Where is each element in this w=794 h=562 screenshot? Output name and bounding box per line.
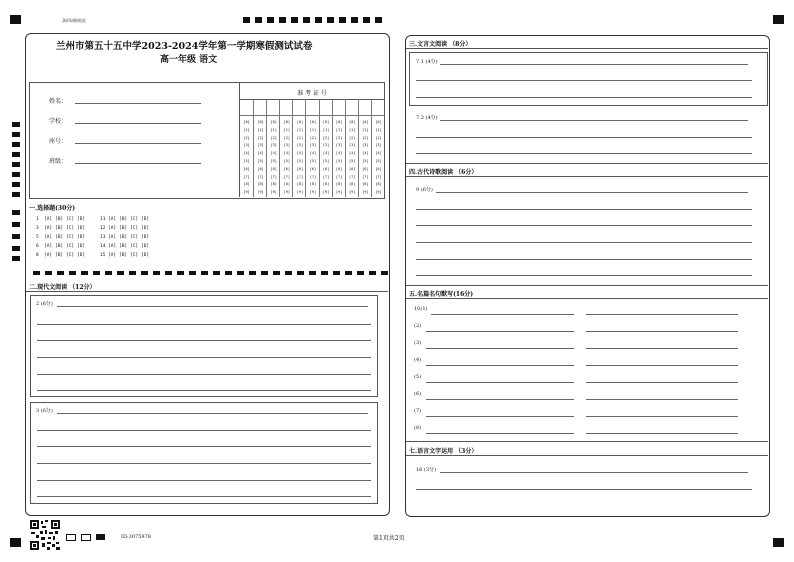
mc-option-bubble[interactable]: [A] bbox=[44, 253, 53, 258]
divider-dash bbox=[357, 271, 364, 275]
exam-digit-bubble[interactable]: [8] bbox=[349, 182, 356, 187]
exam-digit-bubble[interactable]: [5] bbox=[335, 159, 343, 163]
right-panel bbox=[405, 35, 770, 517]
divider-dash bbox=[345, 271, 352, 275]
exam-digit-bubble[interactable]: [8] bbox=[362, 182, 369, 187]
exam-digit-bubble[interactable]: [4] bbox=[257, 151, 264, 156]
exam-digit-write-box[interactable] bbox=[240, 99, 253, 116]
divider-dash bbox=[285, 271, 292, 275]
exam-digit-bubble[interactable]: [1] bbox=[270, 127, 277, 132]
exam-digit-bubble[interactable]: [3] bbox=[270, 143, 277, 148]
divider-dash bbox=[105, 271, 112, 275]
mc-title: 一.选择题(30分) bbox=[29, 205, 76, 212]
exam-digit-bubble[interactable]: [5] bbox=[243, 159, 250, 163]
class-field[interactable] bbox=[75, 163, 201, 164]
divider-dash bbox=[213, 271, 220, 275]
school-label: 学校： bbox=[49, 118, 68, 125]
divider-dash bbox=[297, 271, 304, 275]
mc-option-bubble[interactable]: [D] bbox=[77, 253, 86, 258]
famous-line-blank[interactable] bbox=[586, 348, 738, 349]
exam-digit-bubble[interactable]: [5] bbox=[349, 159, 356, 163]
mc-option-bubble[interactable]: [B] bbox=[119, 226, 128, 231]
exam-digit-bubble[interactable]: [5] bbox=[362, 159, 369, 163]
exam-digit-bubble[interactable]: [2] bbox=[375, 135, 382, 140]
mc-question-number: 3 bbox=[36, 226, 39, 231]
exam-digit-bubble[interactable]: [6] bbox=[270, 166, 277, 171]
famous-line-blank[interactable] bbox=[426, 416, 574, 417]
exam-digit-bubble[interactable]: [8] bbox=[257, 182, 264, 187]
exam-digit-bubble[interactable]: [1] bbox=[322, 127, 330, 132]
exam-digit-bubble[interactable]: [7] bbox=[362, 174, 369, 179]
exam-digit-bubble[interactable]: [4] bbox=[309, 151, 317, 156]
famous-line-label: (4) bbox=[414, 357, 422, 363]
mc-option-bubble[interactable]: [C] bbox=[130, 253, 139, 258]
exam-digit-bubble[interactable]: [2] bbox=[270, 135, 277, 140]
mc-question-number: 8 bbox=[36, 253, 39, 258]
mc-option-bubble[interactable]: [D] bbox=[77, 235, 86, 240]
exam-digit-bubble[interactable]: [8] bbox=[296, 182, 304, 187]
absent-box-1[interactable] bbox=[66, 534, 76, 541]
exam-digit-bubble[interactable]: [2] bbox=[257, 135, 264, 140]
exam-digit-bubble[interactable]: [1] bbox=[296, 127, 304, 132]
exam-digit-bubble[interactable]: [2] bbox=[309, 135, 317, 140]
exam-digit-bubble[interactable]: [4] bbox=[349, 151, 356, 156]
famous-line-blank[interactable] bbox=[426, 331, 574, 332]
exam-digit-bubble[interactable]: [3] bbox=[296, 143, 304, 148]
exam-digit-bubble[interactable]: [3] bbox=[257, 143, 264, 148]
divider-dash bbox=[237, 271, 244, 275]
exam-number-grid bbox=[239, 82, 384, 197]
mc-grid bbox=[36, 217, 166, 265]
page-subtitle: 高一年级 语文 bbox=[160, 55, 218, 65]
exam-digit-bubble[interactable]: [7] bbox=[335, 174, 343, 179]
famous-line-blank[interactable] bbox=[586, 433, 738, 434]
poetry-title: 四.古代诗歌阅读 （6分） bbox=[409, 169, 478, 176]
divider-dash bbox=[333, 271, 340, 275]
corner-mark-bottom-right bbox=[773, 538, 784, 547]
famous-line-label: (7) bbox=[414, 408, 422, 414]
exam-digit-bubble[interactable]: [3] bbox=[283, 143, 291, 148]
mc-option-bubble[interactable]: [A] bbox=[44, 235, 53, 240]
exam-digit-bubble[interactable]: [4] bbox=[335, 151, 343, 156]
exam-digit-bubble[interactable]: [3] bbox=[335, 143, 343, 148]
famous-line-label: 10(1) bbox=[414, 306, 428, 312]
mc-option-bubble[interactable]: [C] bbox=[130, 226, 139, 231]
exam-digit-bubble[interactable]: [4] bbox=[322, 151, 330, 156]
exam-digit-bubble[interactable]: [2] bbox=[362, 135, 369, 140]
exam-digit-column bbox=[266, 99, 280, 197]
exam-digit-column bbox=[253, 99, 267, 197]
q9-label: 9 (6分) bbox=[416, 187, 433, 193]
exam-digit-bubble[interactable]: [9] bbox=[375, 190, 382, 195]
exam-digit-bubble[interactable]: [4] bbox=[283, 151, 291, 156]
exam-digit-column bbox=[240, 99, 253, 197]
exam-digit-column bbox=[332, 99, 346, 197]
exam-digit-bubble[interactable]: [2] bbox=[296, 135, 304, 140]
exam-digit-bubble[interactable]: [2] bbox=[349, 135, 356, 140]
famous-line-blank[interactable] bbox=[586, 382, 738, 383]
exam-digit-bubble[interactable]: [0] bbox=[270, 120, 277, 124]
mc-option-bubble[interactable]: [B] bbox=[55, 244, 64, 249]
famous-line-label: (8) bbox=[414, 425, 422, 431]
exam-digit-bubble[interactable]: [5] bbox=[296, 159, 304, 163]
exam-digit-bubble[interactable]: [1] bbox=[375, 127, 382, 132]
mc-row bbox=[36, 253, 166, 261]
mc-question-number: 11 bbox=[100, 217, 106, 222]
mc-option-bubble[interactable]: [B] bbox=[55, 217, 64, 222]
qr-code bbox=[30, 520, 60, 550]
divider-dash bbox=[117, 271, 124, 275]
page-title: 兰州市第五十五中学2023-2024学年第一学期寒假测试试卷 bbox=[56, 41, 313, 52]
exam-digit-bubble[interactable]: [0] bbox=[375, 120, 382, 124]
divider-dash bbox=[381, 271, 388, 275]
exam-digit-bubble[interactable]: [9] bbox=[283, 190, 291, 195]
famous-line-blank[interactable] bbox=[431, 314, 574, 315]
exam-digit-bubble[interactable]: [1] bbox=[349, 127, 356, 132]
divider-dash bbox=[165, 271, 172, 275]
mc-question-number: 12 bbox=[100, 226, 106, 231]
mc-option-bubble[interactable]: [C] bbox=[66, 217, 75, 222]
exam-digit-bubble[interactable]: [3] bbox=[309, 143, 317, 148]
exam-digit-bubble[interactable]: [0] bbox=[243, 120, 250, 124]
exam-digit-column bbox=[292, 99, 306, 197]
famous-line-blank[interactable] bbox=[586, 314, 738, 315]
q7-2-label: 7.2 (4分) bbox=[416, 115, 438, 121]
divider-dash bbox=[129, 271, 136, 275]
exam-digit-bubble[interactable]: [6] bbox=[335, 166, 343, 171]
exam-digit-bubble[interactable]: [6] bbox=[309, 166, 317, 171]
exam-digit-bubble[interactable]: [2] bbox=[335, 135, 343, 140]
mc-question-number: 14 bbox=[100, 244, 106, 249]
seat-label: 座号： bbox=[49, 138, 68, 145]
mc-option-bubble[interactable]: [C] bbox=[66, 244, 75, 249]
exam-digit-bubble[interactable]: [7] bbox=[296, 174, 304, 179]
mc-option-bubble[interactable]: [D] bbox=[77, 226, 86, 231]
famous-line-blank[interactable] bbox=[426, 399, 574, 400]
mc-option-bubble[interactable]: [C] bbox=[130, 217, 139, 222]
exam-digit-bubble[interactable]: [8] bbox=[322, 182, 330, 187]
exam-digit-bubble[interactable]: [8] bbox=[375, 182, 382, 187]
exam-digit-bubble[interactable]: [2] bbox=[283, 135, 291, 140]
mc-option-bubble[interactable]: [B] bbox=[55, 253, 64, 258]
exam-digit-bubble[interactable]: [7] bbox=[243, 174, 250, 179]
mc-option-bubble[interactable]: [C] bbox=[66, 226, 75, 231]
mc-option-bubble[interactable]: [C] bbox=[130, 244, 139, 249]
exam-digit-bubble[interactable]: [0] bbox=[349, 120, 356, 124]
q3-label: 3 (6分) bbox=[36, 408, 53, 414]
divider-dash bbox=[33, 271, 40, 275]
famous-line-blank[interactable] bbox=[426, 365, 574, 366]
famous-line-label: (2) bbox=[414, 323, 422, 329]
famous-line-blank[interactable] bbox=[586, 365, 738, 366]
exam-digit-bubble[interactable]: [3] bbox=[362, 143, 369, 148]
exam-digit-bubble[interactable]: [8] bbox=[335, 182, 343, 187]
exam-digit-column bbox=[305, 99, 319, 197]
exam-digit-bubble[interactable]: [0] bbox=[257, 120, 264, 124]
exam-digit-bubble[interactable]: [6] bbox=[349, 166, 356, 171]
exam-digit-bubble[interactable]: [2] bbox=[322, 135, 330, 140]
sheet-id: ID:3075978 bbox=[121, 534, 151, 540]
language-use-title: 七.语言文字运用 （3分） bbox=[409, 448, 478, 455]
mc-option-bubble[interactable]: [D] bbox=[77, 244, 86, 249]
exam-digit-bubble[interactable]: [6] bbox=[322, 166, 330, 171]
exam-digit-bubble[interactable]: [6] bbox=[296, 166, 304, 171]
exam-digit-bubble[interactable]: [5] bbox=[322, 159, 330, 163]
famous-line-label: (5) bbox=[414, 374, 422, 380]
page-number: 第1页共2页 bbox=[373, 535, 405, 542]
exam-digit-bubble[interactable]: [3] bbox=[243, 143, 250, 148]
exam-digit-bubble[interactable]: [2] bbox=[243, 135, 250, 140]
exam-digit-column bbox=[319, 99, 333, 197]
famous-line-label: (6) bbox=[414, 391, 422, 397]
divider-dash bbox=[261, 271, 268, 275]
divider-dash bbox=[141, 271, 148, 275]
famous-line-blank[interactable] bbox=[426, 433, 574, 434]
mc-option-bubble[interactable]: [D] bbox=[141, 217, 150, 222]
mc-option-bubble[interactable]: [B] bbox=[119, 253, 128, 258]
exam-digit-bubble[interactable]: [5] bbox=[270, 159, 277, 163]
divider-dash bbox=[81, 271, 88, 275]
exam-digit-bubble[interactable]: [9] bbox=[243, 190, 250, 195]
mc-row bbox=[36, 235, 166, 243]
divider-dash bbox=[69, 271, 76, 275]
mc-option-bubble[interactable]: [B] bbox=[119, 217, 128, 222]
mc-option-bubble[interactable]: [C] bbox=[66, 253, 75, 258]
class-label: 班级： bbox=[49, 158, 68, 165]
exam-digit-bubble[interactable]: [9] bbox=[257, 190, 264, 195]
exam-digit-bubble[interactable]: [6] bbox=[257, 166, 264, 171]
corner-mark-top-left bbox=[10, 15, 21, 24]
mc-question-number: 6 bbox=[36, 244, 39, 249]
absent-mark bbox=[96, 534, 105, 540]
q7-1-label: 7.1 (4分) bbox=[416, 59, 438, 65]
mc-option-bubble[interactable]: [C] bbox=[130, 235, 139, 240]
exam-digit-bubble[interactable]: [4] bbox=[243, 151, 250, 156]
dashed-divider bbox=[33, 271, 385, 275]
exam-digit-bubble[interactable]: [9] bbox=[362, 190, 369, 195]
q2-label: 2 (6分) bbox=[36, 301, 53, 307]
mc-option-bubble[interactable]: [A] bbox=[108, 244, 117, 249]
q2-answer-box[interactable] bbox=[30, 295, 378, 397]
absent-box-2[interactable] bbox=[81, 534, 91, 541]
exam-digit-bubble[interactable]: [7] bbox=[322, 174, 330, 179]
exam-digit-bubble[interactable]: [1] bbox=[243, 127, 250, 132]
divider-dash bbox=[153, 271, 160, 275]
exam-digit-bubble[interactable]: [4] bbox=[375, 151, 382, 156]
exam-digit-bubble[interactable]: [5] bbox=[257, 159, 264, 163]
exam-digit-bubble[interactable]: [4] bbox=[362, 151, 369, 156]
mc-option-bubble[interactable]: [D] bbox=[141, 244, 150, 249]
divider-dash bbox=[249, 271, 256, 275]
exam-digit-column bbox=[345, 99, 359, 197]
divider-dash bbox=[273, 271, 280, 275]
q16-label: 16 (3分) bbox=[416, 467, 437, 473]
exam-digit-bubble[interactable]: [1] bbox=[362, 127, 369, 132]
name-field[interactable] bbox=[75, 103, 201, 104]
divider-dash bbox=[225, 271, 232, 275]
divider-dash bbox=[177, 271, 184, 275]
seat-field[interactable] bbox=[75, 143, 201, 144]
mc-option-bubble[interactable]: [D] bbox=[77, 217, 86, 222]
mc-option-bubble[interactable]: [D] bbox=[141, 253, 150, 258]
timing-marks-left bbox=[12, 122, 20, 262]
mc-option-bubble[interactable]: [B] bbox=[55, 235, 64, 240]
mc-option-bubble[interactable]: [C] bbox=[66, 235, 75, 240]
mc-option-bubble[interactable]: [A] bbox=[108, 217, 117, 222]
exam-digit-bubble[interactable]: [1] bbox=[309, 127, 317, 132]
divider-dash bbox=[93, 271, 100, 275]
exam-digit-column bbox=[279, 99, 293, 197]
exam-digit-write-box[interactable] bbox=[372, 99, 385, 116]
exam-digit-bubble[interactable]: [9] bbox=[309, 190, 317, 195]
mc-option-bubble[interactable]: [A] bbox=[44, 217, 53, 222]
exam-digit-bubble[interactable]: [0] bbox=[362, 120, 369, 124]
divider-dash bbox=[57, 271, 64, 275]
exam-digit-bubble[interactable]: [0] bbox=[309, 120, 317, 124]
exam-digit-bubble[interactable]: [3] bbox=[322, 143, 330, 148]
famous-lines-list bbox=[414, 306, 744, 436]
mc-option-bubble[interactable]: [A] bbox=[44, 226, 53, 231]
famous-line-blank[interactable] bbox=[426, 382, 574, 383]
exam-digit-bubble[interactable]: [0] bbox=[322, 120, 330, 124]
famous-line-label: (3) bbox=[414, 340, 422, 346]
exam-digit-bubble[interactable]: [7] bbox=[257, 174, 264, 179]
mc-option-bubble[interactable]: [B] bbox=[55, 226, 64, 231]
name-label: 姓名： bbox=[49, 98, 68, 105]
famous-line-blank[interactable] bbox=[586, 331, 738, 332]
exam-digit-bubble[interactable]: [9] bbox=[270, 190, 277, 195]
exam-digit-bubble[interactable]: [8] bbox=[243, 182, 250, 187]
exam-digit-bubble[interactable]: [7] bbox=[375, 174, 382, 179]
mc-option-bubble[interactable]: [D] bbox=[141, 235, 150, 240]
exam-digit-bubble[interactable]: [7] bbox=[283, 174, 291, 179]
exam-digit-bubble[interactable]: [3] bbox=[349, 143, 356, 148]
exam-digit-bubble[interactable]: [1] bbox=[283, 127, 291, 132]
exam-digit-column bbox=[358, 99, 372, 197]
timing-marks-top bbox=[243, 17, 383, 23]
exam-digit-bubble[interactable]: [3] bbox=[375, 143, 382, 148]
exam-digit-bubble[interactable]: [9] bbox=[349, 190, 356, 195]
exam-digit-bubble[interactable]: [0] bbox=[335, 120, 343, 124]
famous-line-blank[interactable] bbox=[426, 348, 574, 349]
corner-mark-bottom-left bbox=[10, 538, 21, 547]
mc-question-number: 1 bbox=[36, 217, 39, 222]
mc-question-number: 5 bbox=[36, 235, 39, 240]
exam-digit-bubble[interactable]: [8] bbox=[283, 182, 291, 187]
mc-question-number: 15 bbox=[100, 253, 106, 258]
mc-option-bubble[interactable]: [D] bbox=[141, 226, 150, 231]
exam-digit-bubble[interactable]: [6] bbox=[362, 166, 369, 171]
exam-number-title: 准 考 证 号 bbox=[297, 90, 327, 97]
mc-row bbox=[36, 217, 166, 225]
divider-dash bbox=[189, 271, 196, 275]
corner-mark-top-right bbox=[773, 15, 784, 24]
q3-answer-box[interactable] bbox=[30, 402, 378, 504]
mc-option-bubble[interactable]: [A] bbox=[108, 253, 117, 258]
exam-digit-bubble[interactable]: [0] bbox=[296, 120, 304, 124]
famous-lines-title: 五.名篇名句默写(16分) bbox=[409, 291, 474, 298]
barcode-caption: 条形码粘贴处 bbox=[62, 18, 86, 23]
exam-digit-bubble[interactable]: [5] bbox=[309, 159, 317, 163]
divider-dash bbox=[201, 271, 208, 275]
exam-digit-bubble[interactable]: [6] bbox=[283, 166, 291, 171]
exam-digit-bubble[interactable]: [5] bbox=[283, 159, 291, 163]
exam-digit-column bbox=[371, 99, 385, 197]
divider-dash bbox=[309, 271, 316, 275]
mc-option-bubble[interactable]: [A] bbox=[108, 235, 117, 240]
school-field[interactable] bbox=[75, 123, 201, 124]
exam-digit-bubble[interactable]: [6] bbox=[243, 166, 250, 171]
mc-question-number: 13 bbox=[100, 235, 106, 240]
divider-dash bbox=[369, 271, 376, 275]
exam-digit-bubble[interactable]: [6] bbox=[375, 166, 382, 171]
divider-dash bbox=[321, 271, 328, 275]
mc-option-bubble[interactable]: [A] bbox=[44, 244, 53, 249]
exam-digit-bubble[interactable]: [7] bbox=[270, 174, 277, 179]
famous-line-blank[interactable] bbox=[586, 399, 738, 400]
exam-digit-bubble[interactable]: [9] bbox=[335, 190, 343, 195]
exam-digit-bubble[interactable]: [7] bbox=[349, 174, 356, 179]
exam-digit-bubble[interactable]: [1] bbox=[335, 127, 343, 132]
mc-option-bubble[interactable]: [A] bbox=[108, 226, 117, 231]
exam-digit-bubble[interactable]: [5] bbox=[375, 159, 382, 163]
exam-digit-bubble[interactable]: [9] bbox=[296, 190, 304, 195]
exam-digit-bubble[interactable]: [8] bbox=[270, 182, 277, 187]
exam-digit-bubble[interactable]: [1] bbox=[257, 127, 264, 132]
exam-digit-bubble[interactable]: [9] bbox=[322, 190, 330, 195]
exam-digit-bubble[interactable]: [0] bbox=[283, 120, 291, 124]
mc-row bbox=[36, 244, 166, 252]
divider-dash bbox=[45, 271, 52, 275]
exam-digit-bubble[interactable]: [8] bbox=[309, 182, 317, 187]
exam-digit-bubble[interactable]: [7] bbox=[309, 174, 317, 179]
classical-title: 三.文言文阅读 （8分） bbox=[409, 41, 472, 48]
modern-reading-title: 二.现代文阅读 （12分） bbox=[29, 284, 96, 291]
mc-option-bubble[interactable]: [B] bbox=[119, 244, 128, 249]
mc-option-bubble[interactable]: [B] bbox=[119, 235, 128, 240]
exam-digit-bubble[interactable]: [4] bbox=[296, 151, 304, 156]
famous-line-blank[interactable] bbox=[586, 416, 738, 417]
exam-digit-bubble[interactable]: [4] bbox=[270, 151, 277, 156]
mc-row bbox=[36, 226, 166, 234]
